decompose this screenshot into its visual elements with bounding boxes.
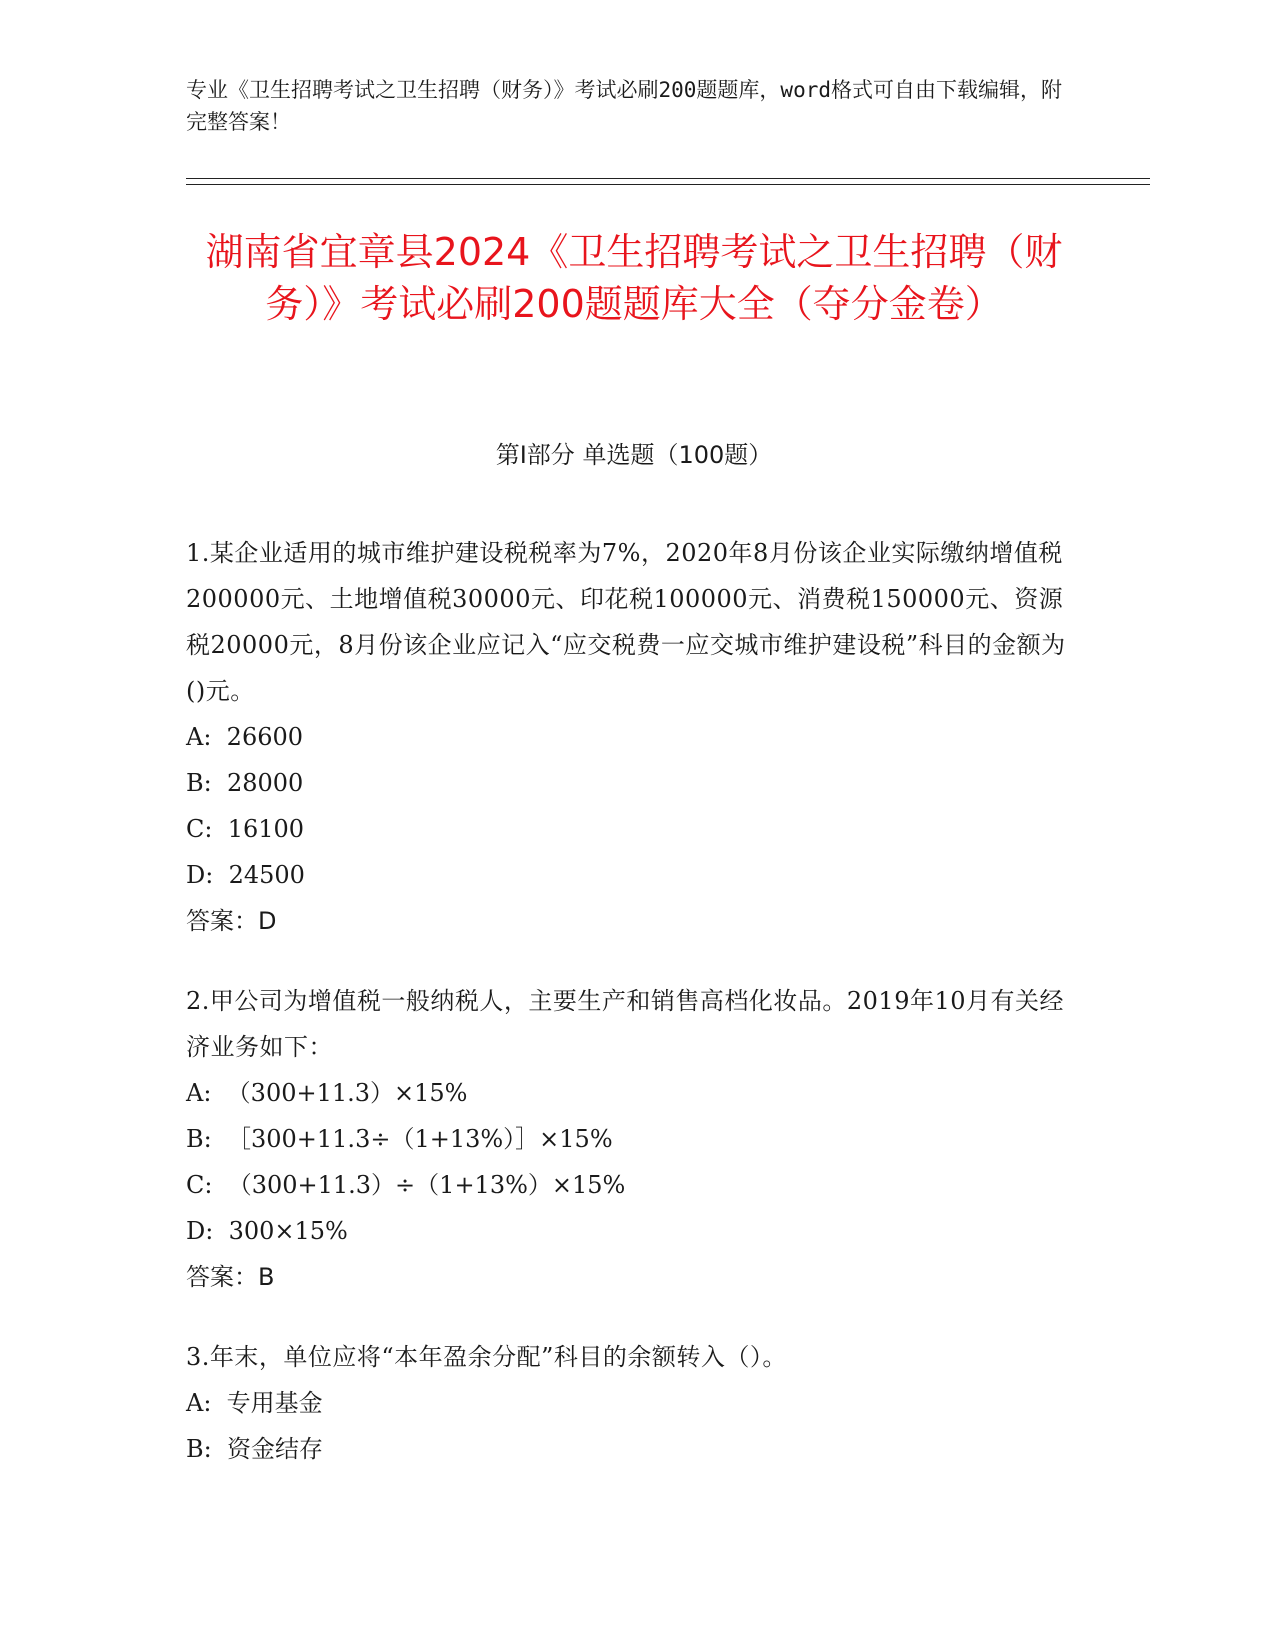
option-c: C: 16100 — [186, 815, 305, 843]
question-3 — [186, 1334, 1076, 1472]
option-b: B: 28000 — [186, 769, 304, 797]
document-title: 湖南省宜章县2024《卫生招聘考试之卫生招聘（财务）》考试必刷200题题库大全（夺分金卷） — [205, 230, 1063, 326]
option-b: B: ［300+11.3÷（1+13%）］×15% — [186, 1125, 613, 1153]
header-divider-bottom — [186, 184, 1150, 185]
option-d: D: 24500 — [186, 861, 305, 889]
header-note: 专业《卫生招聘考试之卫生招聘（财务）》考试必刷200题题库，word格式可自由下载编辑，附完整答案！ — [186, 78, 1062, 134]
question-1 — [186, 530, 1076, 944]
option-a: A: （300+11.3）×15% — [186, 1079, 468, 1107]
option-d: D: 300×15% — [186, 1217, 348, 1245]
option-b: B: 资金结存 — [186, 1435, 323, 1463]
question-list — [186, 530, 1076, 1506]
answer-line: 答案：B — [186, 1263, 275, 1291]
option-a: A: 26600 — [186, 723, 304, 751]
question-stem: 3.年末，单位应将“本年盈余分配”科目的余额转入（）。 — [186, 1343, 787, 1371]
option-a: A: 专用基金 — [186, 1389, 323, 1417]
answer-line: 答案：D — [186, 907, 277, 935]
question-stem: 1.某企业适用的城市维护建设税税率为7%，2020年8月份该企业实际缴纳增值税200000元、土地增值税30000元、印花税100000元、消费税150000元、资源税20000元，8月份该企业应记入“应交税费一应交城市维护建设税”科目的金额为()元。 — [186, 539, 1066, 705]
question-stem: 2.甲公司为增值税一般纳税人，主要生产和销售高档化妆品。2019年10月有关经济业务如下： — [186, 987, 1065, 1061]
question-2 — [186, 978, 1076, 1300]
option-c: C: （300+11.3）÷（1+13%）×15% — [186, 1171, 626, 1199]
section-title: 第I部分 单选题（100题） — [495, 441, 773, 469]
header-divider-top — [186, 178, 1150, 179]
